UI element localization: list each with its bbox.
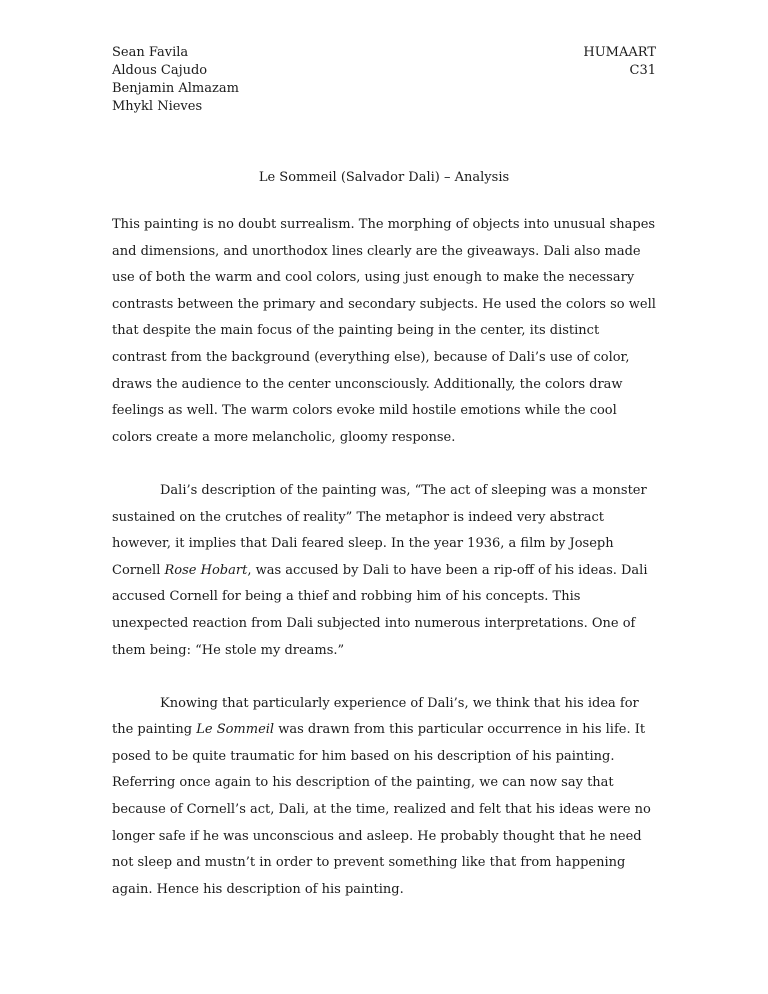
paragraph-3-text: Knowing that particularly experience of Dali’s, we think that his idea for the painting	[112, 695, 639, 738]
course-code: HUMAART	[583, 45, 656, 60]
author-name: Aldous Cajudo	[112, 63, 208, 78]
film-title: Rose Hobart	[164, 562, 248, 578]
author-name: Mhykl Nieves	[112, 99, 203, 114]
paragraph-2-text: , was accused by Dali to have been a rip-off of his ideas. Dali accused Cornell for being a thief and robbing him of his concepts. This unexpected reaction from Dali subjected into numerous interpretations. One of them being: “He stole my dreams.”	[112, 562, 648, 658]
paragraph-3	[112, 691, 656, 904]
document-title: Le Sommeil (Salvador Dali) – Analysis	[258, 170, 510, 185]
paragraph-2-text: Dali’s description of the painting was, “The act of sleeping was a monster sustained on the crutches of reality” The metaphor is indeed very abstract however, it implies that Dali feared sleep. In the year 1936, a film by Joseph Cornell	[112, 482, 647, 578]
course-info	[583, 44, 656, 80]
paragraph-1: This painting is no doubt surrealism. The morphing of objects into unusual shapes and dimensions, and unorthodox lines clearly are the giveaways. Dali also made use of both the warm and cool colors, using just enough to make the necessary contrasts between the primary and secondary subjects. He used the colors so well that despite the main focus of the painting being in the center, its distinct contrast from the background (everything else), because of Dali’s use of color, draws the audience to the center unconsciously. Additionally, the colors draw feelings as well. The warm colors evoke mild hostile emotions while the cool colors create a more melancholic, gloomy response.	[112, 217, 656, 445]
document-page	[112, 44, 656, 903]
paragraph-3-text: was drawn from this particular occurrence in his life. It posed to be quite traumatic for him based on his description of his painting. Referring once again to his description of the painting, we can now say that because of Cornell’s act, Dali, at the time, realized and felt that his ideas were no longer safe if he was unconscious and asleep. He probably thought that he need not sleep and mustn’t in order to prevent something like that from happening again. Hence his description of his painting.	[112, 722, 651, 897]
author-name: Benjamin Almazam	[112, 81, 239, 96]
paragraph-2	[112, 478, 656, 664]
painting-title: Le Sommeil	[196, 722, 275, 738]
author-name: Sean Favila	[112, 45, 189, 60]
course-section: C31	[629, 63, 656, 78]
document-header	[112, 44, 656, 124]
author-list	[112, 44, 239, 116]
